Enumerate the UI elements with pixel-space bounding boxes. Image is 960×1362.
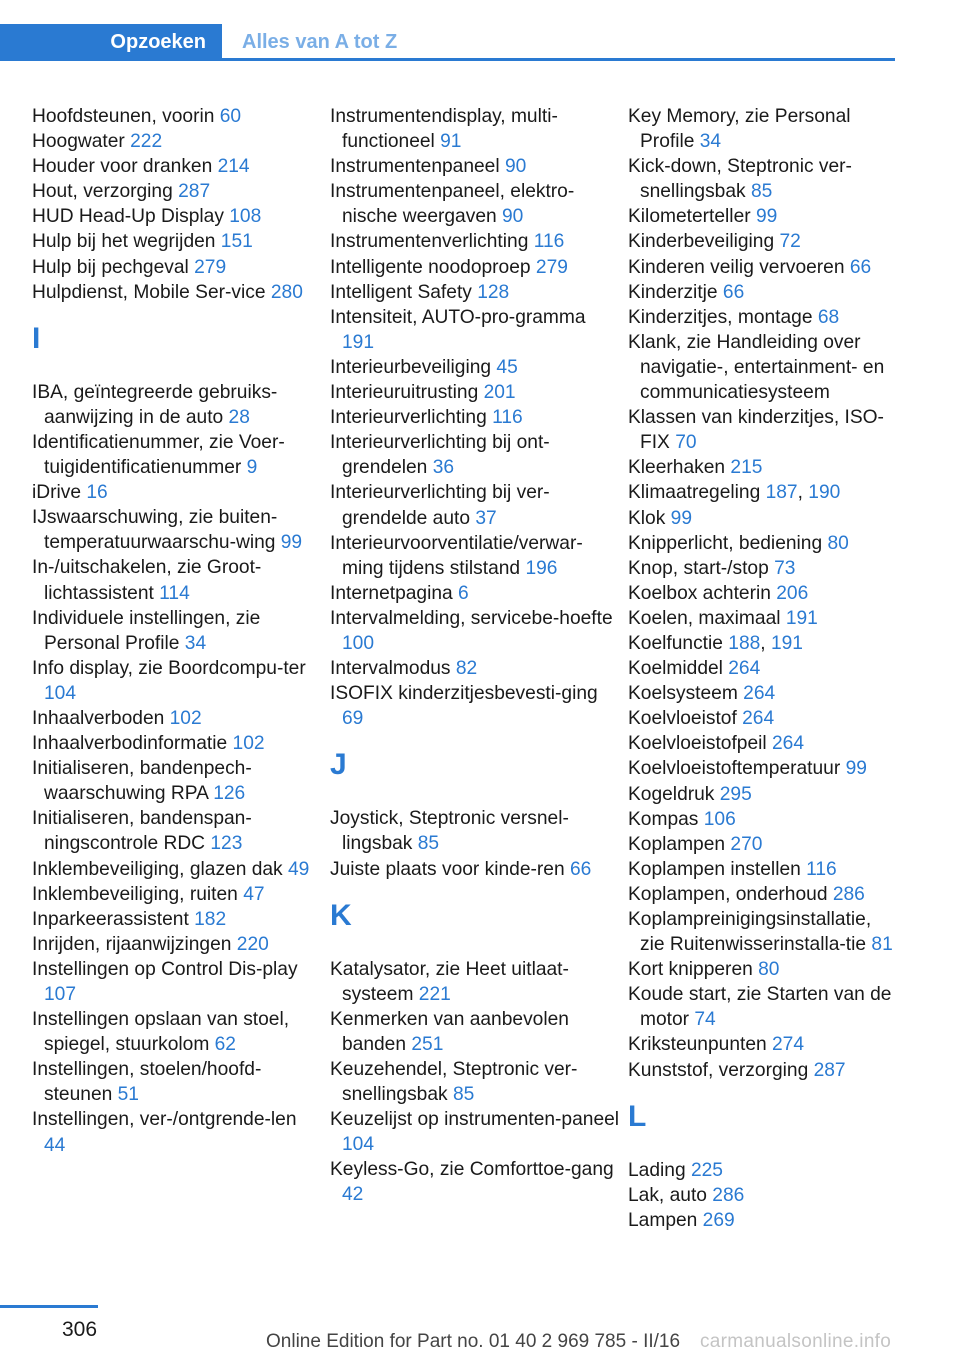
index-entry (330, 806, 620, 856)
index-entry (32, 104, 322, 129)
index-entry (628, 1032, 898, 1057)
index-term: Interieurbeveiliging (330, 356, 497, 378)
index-entry (330, 581, 620, 606)
index-term: Lampen (628, 1209, 703, 1231)
page-link[interactable]: 287 (813, 1059, 846, 1081)
index-term: Identificatienummer, zie Voer‐tuigidentificatienummer (32, 431, 285, 479)
page-separator: , (797, 482, 809, 504)
index-entry (330, 1057, 620, 1107)
index-entry (32, 857, 322, 882)
index-entry (32, 179, 322, 204)
page-link[interactable]: 102 (169, 707, 202, 729)
page-link[interactable]: 37 (475, 507, 497, 529)
page-link[interactable]: 215 (730, 457, 763, 479)
page-link[interactable]: 81 (871, 934, 893, 956)
page-link[interactable]: 66 (722, 281, 745, 303)
section-letter: L (628, 1099, 647, 1133)
index-term: Inklembeveiliging, ruiten (32, 883, 244, 905)
index-entry (628, 229, 898, 254)
index-term: ISOFIX kinderzitjesbevesti‐ging (330, 683, 598, 705)
index-term: Initialiseren, bandenspan‐ningscontrole RDC (32, 808, 252, 855)
index-term: Koude start, zie Starten van de motor (628, 984, 892, 1031)
index-term: IJswaarschuwing, zie buiten‐temperatuurwaarschu‐wing (32, 507, 281, 554)
index-term: Intelligente noodoproep (330, 256, 536, 278)
index-entry (32, 806, 322, 856)
page-link[interactable]: 73 (774, 557, 796, 579)
page-link[interactable]: 264 (742, 708, 775, 730)
page-link[interactable]: 182 (194, 908, 227, 930)
index-term: Koelmiddel (628, 658, 729, 680)
index-entry (628, 480, 898, 505)
index-entry (330, 305, 620, 355)
index-term: Instrumentenpaneel (330, 156, 505, 178)
page-link[interactable]: 187 (765, 482, 798, 504)
index-entry (330, 681, 620, 731)
index-term: Internetpagina (330, 582, 459, 604)
index-term: Kinderzitje (628, 281, 723, 303)
page-link[interactable]: 82 (455, 658, 478, 680)
index-term: Kunststof, verzorging (628, 1059, 814, 1081)
index-term: Kenmerken van aanbevolen banden (330, 1008, 569, 1055)
page-link[interactable]: 44 (44, 1134, 66, 1156)
page-link[interactable]: 104 (44, 682, 77, 704)
page-link[interactable]: 220 (236, 933, 269, 955)
index-entry (628, 1158, 898, 1183)
index-entry (628, 907, 898, 957)
index-entry (628, 531, 898, 556)
index-term: Koelvloeistof (628, 708, 743, 730)
index-term: Klassen van kinderzitjes, ISO‐FIX (628, 407, 884, 454)
page-number: 306 (62, 1318, 98, 1341)
index-term: Lading (628, 1159, 691, 1181)
index-entry (32, 204, 322, 229)
index-term: Koelsysteem (628, 683, 744, 705)
index-entry (32, 882, 322, 907)
index-term: Intensiteit, AUTO-pro‐gramma (330, 306, 586, 328)
index-term: Intervalmodus (330, 658, 456, 680)
index-term: Instellingen op Control Dis‐play (32, 958, 298, 980)
index-entry (32, 656, 322, 706)
index-entry (628, 1058, 898, 1083)
index-term: Katalysator, zie Heet uitlaat‐systeem (330, 958, 569, 1005)
index-term: Inparkeerassistent (32, 908, 195, 930)
page-link[interactable]: 188 (728, 632, 761, 654)
index-entry (628, 706, 898, 731)
index-entry (32, 480, 322, 505)
page-link[interactable]: 151 (220, 231, 253, 253)
index-term: Info display, zie Boordcompu‐ter (32, 657, 306, 679)
edition-text: Online Edition for Part no. 01 40 2 969 785 - II/16 (266, 1331, 681, 1352)
page-link[interactable]: 214 (217, 156, 250, 178)
index-entry (628, 506, 898, 531)
index-entry (330, 229, 620, 254)
index-term: Koelvloeistoftemperatuur (628, 758, 846, 780)
index-entry (330, 1107, 620, 1157)
page-link[interactable]: 279 (194, 256, 227, 278)
index-entry (628, 782, 898, 807)
index-entry (32, 129, 322, 154)
index-entry (628, 1208, 898, 1233)
index-term: Instellingen, ver-/ontgrende‐len (32, 1109, 297, 1131)
page-link[interactable]: 85 (417, 833, 440, 855)
index-entry (330, 606, 620, 656)
tab-alles-van-a-tot-z[interactable]: Alles van A tot Z (242, 31, 398, 53)
section-letter: K (330, 898, 352, 932)
page-link[interactable]: 286 (712, 1184, 745, 1206)
page-link[interactable]: 274 (772, 1034, 805, 1056)
page-link[interactable]: 116 (492, 407, 523, 429)
index-entry (32, 932, 322, 957)
index-entry (330, 480, 620, 530)
page-link[interactable]: 221 (418, 983, 451, 1005)
page-link[interactable]: 45 (496, 356, 518, 378)
index-term: Inrijden, rijaanwijzingen (32, 933, 237, 955)
index-term: Instellingen, stoelen/hoofd‐steunen (32, 1059, 262, 1106)
page-link[interactable]: 74 (694, 1009, 716, 1031)
index-term: Kleerhaken (628, 457, 731, 479)
index-entry (330, 531, 620, 581)
section-letter: I (32, 321, 41, 355)
index-term: Kompas (628, 808, 704, 830)
page-link[interactable]: 69 (342, 708, 364, 730)
page-link[interactable]: 9 (246, 457, 258, 479)
index-entry (32, 229, 322, 254)
page-link[interactable]: 191 (785, 607, 818, 629)
page-link[interactable]: 99 (280, 532, 303, 554)
index-entry (628, 455, 898, 480)
index-entry (628, 882, 898, 907)
index-column-1 (32, 104, 322, 1158)
page-link[interactable]: 72 (779, 231, 801, 253)
page-link[interactable]: 68 (817, 306, 840, 328)
page-link[interactable]: 104 (342, 1134, 375, 1156)
index-entry (32, 706, 322, 731)
index-entry (330, 179, 620, 229)
page-link[interactable]: 99 (755, 206, 778, 228)
index-term: Hulpdienst, Mobile Ser‐vice (32, 281, 271, 303)
page-link[interactable]: 201 (483, 382, 516, 404)
index-entry (32, 1107, 322, 1157)
index-entry (330, 355, 620, 380)
page-link[interactable]: 108 (229, 206, 262, 228)
index-entry (628, 1183, 898, 1208)
index-entry (628, 832, 898, 857)
page-link[interactable]: 264 (743, 683, 776, 705)
index-term: Knop, start-/stop (628, 557, 775, 579)
index-term: Kick-down, Steptronic ver‐snellingsbak (628, 156, 852, 203)
page-link[interactable]: 70 (675, 432, 697, 454)
index-term: Kilometerteller (628, 206, 756, 228)
page-link[interactable]: 190 (808, 482, 841, 504)
header-rule (0, 58, 895, 61)
index-entry (628, 756, 898, 781)
index-term: Hoogwater (32, 131, 131, 153)
index-entry (330, 154, 620, 179)
index-entry (32, 1007, 322, 1057)
page-link[interactable]: 206 (776, 582, 809, 604)
index-entry (628, 405, 898, 455)
index-term: Kinderen veilig vervoeren (628, 256, 850, 278)
index-entry (32, 731, 322, 756)
page-link[interactable]: 191 (342, 331, 375, 353)
page-link[interactable]: 91 (440, 131, 462, 153)
page-link[interactable]: 85 (452, 1084, 475, 1106)
page-link[interactable]: 107 (44, 984, 77, 1005)
page-link[interactable]: 279 (535, 256, 568, 278)
index-term: Koplampreinigingsinstallatie, zie Ruitenwisserinstalla‐tie (628, 909, 872, 956)
index-term: Koplampen, onderhoud (628, 883, 833, 905)
index-entry (32, 505, 322, 555)
index-entry (330, 380, 620, 405)
index-term: Interieurverlichting (330, 407, 493, 429)
chapter-header (0, 0, 895, 62)
index-column-2 (330, 104, 620, 1208)
index-term: IBA, geïntegreerde gebruiks‐aanwijzing in de auto (32, 381, 278, 428)
page-separator: , (760, 632, 771, 654)
index-entry (330, 1007, 620, 1057)
index-term: Interieurverlichting bij ver‐grendelde auto (330, 482, 550, 529)
index-entry (330, 430, 620, 480)
index-term: Instellingen opslaan van stoel, spiegel, stuurkolom (32, 1009, 290, 1056)
index-term: Instrumentenverlichting (330, 231, 534, 253)
page-link[interactable]: 251 (411, 1033, 444, 1055)
index-entry (628, 280, 898, 305)
page-link[interactable]: 126 (213, 783, 246, 805)
page-link[interactable]: 287 (178, 181, 211, 203)
index-term: HUD Head-Up Display (32, 206, 230, 228)
footer-rule (0, 1305, 98, 1308)
index-entry (32, 756, 322, 806)
index-entry (628, 154, 898, 204)
page-link[interactable]: 47 (243, 883, 265, 905)
page-link[interactable]: 128 (477, 281, 510, 303)
index-term: Instrumentenpaneel, elektro‐nische weergaven (330, 181, 575, 228)
page-link[interactable]: 99 (845, 758, 867, 780)
index-term: Kinderzitjes, montage (628, 306, 818, 328)
index-entry (628, 957, 898, 982)
index-column-3 (628, 104, 898, 1233)
index-term: Inhaalverbodinformatie (32, 733, 233, 755)
page-link[interactable]: 80 (758, 959, 780, 981)
index-term: Kriksteunpunten (628, 1034, 772, 1056)
index-term: Interieurvoorventilatie/verwar‐ming tijdens stilstand (330, 532, 583, 579)
page-link[interactable]: 90 (502, 206, 524, 228)
page-link[interactable]: 114 (159, 582, 190, 604)
page-link[interactable]: 295 (719, 783, 752, 805)
index-term: Interieuruitrusting (330, 382, 484, 404)
page-link[interactable]: 51 (117, 1084, 139, 1106)
page-link[interactable]: 60 (219, 106, 242, 127)
index-term: Joystick, Steptronic versnel‐lingsbak (330, 808, 569, 855)
index-entry (32, 555, 322, 605)
index-term: Koelen, maximaal (628, 607, 786, 629)
page-link[interactable]: 264 (772, 733, 805, 755)
index-entry (628, 581, 898, 606)
page-link[interactable]: 36 (432, 457, 455, 479)
index-entry (628, 104, 898, 154)
page-link[interactable]: 264 (728, 658, 761, 680)
index-entry (628, 857, 898, 882)
index-entry (330, 957, 620, 1007)
index-term: Koplampen (628, 833, 731, 855)
page-link[interactable]: 280 (270, 281, 303, 303)
index-term: Koelbox achterin (628, 582, 777, 604)
index-term: Koplampen instellen (628, 858, 807, 880)
index-entry (32, 255, 322, 280)
index-entry (330, 656, 620, 681)
index-entry (628, 606, 898, 631)
index-entry (32, 280, 322, 305)
page-link[interactable]: 66 (569, 858, 592, 880)
index-term: Interieurverlichting bij ont‐grendelen (330, 432, 550, 479)
page-link[interactable]: 270 (730, 833, 763, 855)
index-entry (628, 631, 898, 656)
index-term: Klok (628, 507, 671, 529)
index-term: Koelvloeistofpeil (628, 733, 772, 755)
index-entry (628, 556, 898, 581)
page-link[interactable]: 222 (130, 131, 163, 153)
index-entry (330, 104, 620, 154)
index-term: Inklembeveiliging, glazen dak (32, 858, 288, 880)
index-term: Intelligent Safety (330, 281, 478, 303)
index-entry (32, 1057, 322, 1107)
page-link[interactable]: 99 (670, 507, 693, 529)
index-term: Inhaalverboden (32, 707, 170, 729)
index-entry (628, 305, 898, 330)
page-link[interactable]: 269 (702, 1209, 735, 1231)
index-term: Hulp bij pechgeval (32, 256, 195, 278)
index-term: Juiste plaats voor kinde‐ren (330, 858, 570, 880)
index-entry (32, 154, 322, 179)
page-link[interactable]: 191 (770, 632, 803, 654)
page-link[interactable]: 102 (232, 733, 265, 755)
index-entry (628, 330, 898, 405)
index-entry (628, 982, 898, 1032)
index-term: Keuzehendel, Steptronic ver‐snellingsbak (330, 1059, 578, 1106)
index-term: Klank, zie Handleiding over navigatie-, entertainment- en communicatiesysteem (628, 331, 885, 404)
index-term: Individuele instellingen, zie Personal Profile (32, 607, 261, 654)
page-link[interactable]: 42 (342, 1184, 364, 1206)
index-entry (628, 807, 898, 832)
index-term: Kort knipperen (628, 959, 759, 981)
page-link[interactable]: 106 (703, 808, 736, 830)
page-link[interactable]: 16 (86, 482, 108, 504)
index-entry (330, 857, 620, 882)
page-link[interactable]: 123 (210, 833, 243, 855)
index-term: Instrumentendisplay, multi‐functioneel (330, 106, 558, 153)
index-term: Lak, auto (628, 1184, 713, 1206)
index-term: Koelfunctie (628, 632, 729, 654)
page-link[interactable]: 116 (806, 858, 837, 880)
page-link[interactable]: 196 (525, 557, 558, 579)
watermark: carmanualsonline.info (700, 1331, 892, 1352)
page-link[interactable]: 66 (849, 256, 872, 278)
index-term: Knipperlicht, bediening (628, 532, 828, 554)
index-term: iDrive (32, 482, 87, 504)
index-entry (330, 405, 620, 430)
index-term: Hout, verzorging (32, 181, 179, 203)
page-link[interactable]: 6 (458, 582, 469, 604)
index-entry (32, 957, 322, 1007)
page-link[interactable]: 34 (184, 632, 207, 654)
page-link[interactable]: 85 (750, 181, 773, 203)
index-entry (628, 681, 898, 706)
index-term: Key Memory, zie Personal Profile (628, 106, 851, 153)
index-entry (32, 606, 322, 656)
index-entry (330, 1157, 620, 1207)
tab-opzoeken[interactable]: Opzoeken (0, 24, 222, 61)
index-term: Klimaatregeling (628, 482, 766, 504)
index-term: Houder voor dranken (32, 156, 218, 178)
page-link[interactable]: 80 (827, 532, 849, 554)
page-link[interactable]: 225 (690, 1159, 723, 1181)
index-entry (32, 907, 322, 932)
index-entry (628, 731, 898, 756)
section-letter: J (330, 748, 347, 782)
index-entry (32, 380, 322, 430)
index-entry (330, 255, 620, 280)
index-term: Keuzelijst op instrumenten‐paneel (330, 1109, 620, 1131)
page-link[interactable]: 49 (288, 858, 310, 880)
page-link[interactable]: 34 (699, 131, 722, 153)
index-term: Kinderbeveiliging (628, 231, 780, 253)
index-entry (628, 204, 898, 229)
page-link[interactable]: 100 (342, 632, 375, 654)
page-link[interactable]: 62 (214, 1034, 236, 1056)
page-link[interactable]: 286 (832, 883, 865, 905)
index-term: Hulp bij het wegrijden (32, 231, 221, 253)
index-term: Hoofdsteunen, voorin (32, 106, 220, 127)
page-link[interactable]: 116 (533, 231, 565, 253)
index-entry (32, 430, 322, 480)
index-term: Intervalmelding, servicebe‐hoefte (330, 607, 613, 629)
index-term: Initialiseren, bandenpech‐waarschuwing RPA (32, 758, 252, 805)
index-term: Kogeldruk (628, 783, 720, 805)
index-term: In-/uitschakelen, zie Groot‐lichtassistent (32, 557, 262, 604)
index-entry (330, 280, 620, 305)
page-link[interactable]: 90 (504, 156, 527, 178)
page-link[interactable]: 28 (228, 406, 250, 428)
index-entry (628, 255, 898, 280)
index-term: Keyless-Go, zie Comforttoe‐gang (330, 1159, 614, 1181)
index-entry (628, 656, 898, 681)
